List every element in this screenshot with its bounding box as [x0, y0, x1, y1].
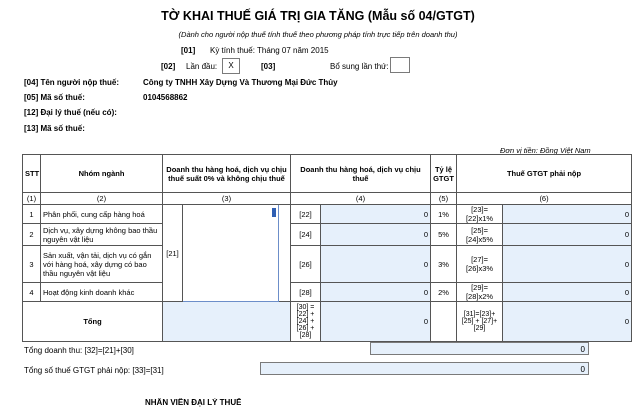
row-stt: 4	[23, 283, 41, 302]
tax-code-label: [05] Mã số thuế:	[24, 93, 85, 102]
currency-unit: Đơn vị tiền: Đồng Việt Nam	[500, 146, 591, 155]
total-revenue-value: 0	[321, 302, 431, 342]
header-group: Nhóm ngành	[41, 155, 163, 193]
vat-value: 0	[503, 246, 632, 283]
form-subtitle: (Dành cho người nộp thuế tính thuế theo phương pháp tính trực tiếp trên doanh thu)	[178, 30, 458, 39]
row-stt: 2	[23, 224, 41, 246]
vat-formula: [27]=[26]x3%	[457, 246, 503, 283]
header-taxable-revenue: Doanh thu hàng hoá, dịch vụ chịu thuế	[291, 155, 431, 193]
revenue-code: [24]	[291, 224, 321, 246]
revenue-code: [22]	[291, 205, 321, 224]
revenue-input[interactable]: 0	[321, 224, 431, 246]
revenue-code: [28]	[291, 283, 321, 302]
tax-code-value: 0104568862	[143, 93, 188, 102]
total-rate-cell	[431, 302, 457, 342]
supplement-label: Bổ sung lần thứ:	[330, 62, 389, 71]
total-label: Tổng	[23, 302, 163, 342]
total-revenue-formula: [30] = [22] + [24] + [26] + [28]	[291, 302, 321, 342]
row-group: Hoạt động kinh doanh khác	[41, 283, 163, 302]
tax-agent-code-label: [13] Mã số thuế:	[24, 124, 85, 133]
total-vat-field: 0	[260, 362, 589, 375]
revenue-input[interactable]: 0	[321, 205, 431, 224]
text-cursor	[272, 208, 276, 217]
row-group: Dịch vụ, xây dựng không bao thầu nguyên vật liệu	[41, 224, 163, 246]
vat-formula: [25]=[24]x5%	[457, 224, 503, 246]
first-time-checkbox[interactable]: X	[222, 58, 240, 74]
taxpayer-name-value: Công ty TNHH Xây Dựng Và Thương Mại Đức Thủy	[143, 78, 338, 87]
total-row	[23, 302, 632, 342]
row-group: Phân phối, cung cấp hàng hoá	[41, 205, 163, 224]
form-title: TỜ KHAI THUẾ GIÁ TRỊ GIA TĂNG (Mẫu số 04/GTGT)	[161, 9, 475, 23]
col-number: (6)	[457, 193, 632, 205]
revenue-code: [26]	[291, 246, 321, 283]
header-vat-payable: Thuế GTGT phải nộp	[457, 155, 632, 193]
row-group: Sản xuất, vận tải, dịch vụ có gắn với hàng hoá, xây dựng có bao thầu nguyên vật liệu	[41, 246, 163, 283]
table-row	[23, 283, 632, 302]
taxpayer-name-label: [04] Tên người nộp thuế:	[24, 78, 120, 87]
revenue-input[interactable]: 0	[321, 283, 431, 302]
first-time-code: [02]	[161, 62, 176, 71]
col-number: (4)	[291, 193, 431, 205]
vat-rate: 5%	[431, 224, 457, 246]
table-row	[23, 205, 632, 224]
row-stt: 1	[23, 205, 41, 224]
first-time-label: Lần đầu:	[186, 62, 218, 71]
period-text: Kỳ tính thuế: Tháng 07 năm 2015	[210, 46, 329, 55]
vat-rate: 1%	[431, 205, 457, 224]
period-code: [01]	[181, 46, 196, 55]
revenue-input[interactable]: 0	[321, 246, 431, 283]
total-vat-value: 0	[503, 302, 632, 342]
total-revenue-label: Tổng doanh thu: [32]=[21]+[30]	[24, 346, 134, 355]
col-number: (2)	[41, 193, 163, 205]
col-number: (3)	[163, 193, 291, 205]
vat-rate: 2%	[431, 283, 457, 302]
spacer-cell	[279, 205, 291, 302]
table-row	[23, 246, 632, 283]
col-number: (1)	[23, 193, 41, 205]
col-number: (5)	[431, 193, 457, 205]
header-stt: STT	[23, 155, 41, 193]
total-vat-label: Tổng số thuế GTGT phải nộp: [33]=[31]	[24, 366, 164, 375]
total-revenue-field: 0	[370, 342, 589, 355]
vat-formula: [23]=[22]x1%	[457, 205, 503, 224]
row-stt: 3	[23, 246, 41, 283]
vat-value: 0	[503, 205, 632, 224]
supplement-number-input[interactable]	[390, 57, 410, 73]
tax-agent-label: [12] Đại lý thuế (nếu có):	[24, 108, 117, 117]
code-21: [21]	[163, 205, 183, 302]
vat-value: 0	[503, 283, 632, 302]
vat-formula: [29]=[28]x2%	[457, 283, 503, 302]
vat-table	[22, 154, 632, 342]
vat-value: 0	[503, 224, 632, 246]
header-vat-rate: Tỷ lệ GTGT	[431, 155, 457, 193]
exempt-revenue-input[interactable]	[183, 205, 279, 302]
total-exempt-cell	[163, 302, 291, 342]
header-exempt-revenue: Doanh thu hàng hoá, dịch vụ chịu thuế suất 0% và không chịu thuế	[163, 155, 291, 193]
total-vat-formula: [31]=[23]+[25] + [27]+[29]	[457, 302, 503, 342]
vat-rate: 3%	[431, 246, 457, 283]
agent-staff-heading: NHÂN VIÊN ĐẠI LÝ THUẾ	[145, 398, 242, 407]
table-row	[23, 224, 632, 246]
supplement-code: [03]	[261, 62, 276, 71]
